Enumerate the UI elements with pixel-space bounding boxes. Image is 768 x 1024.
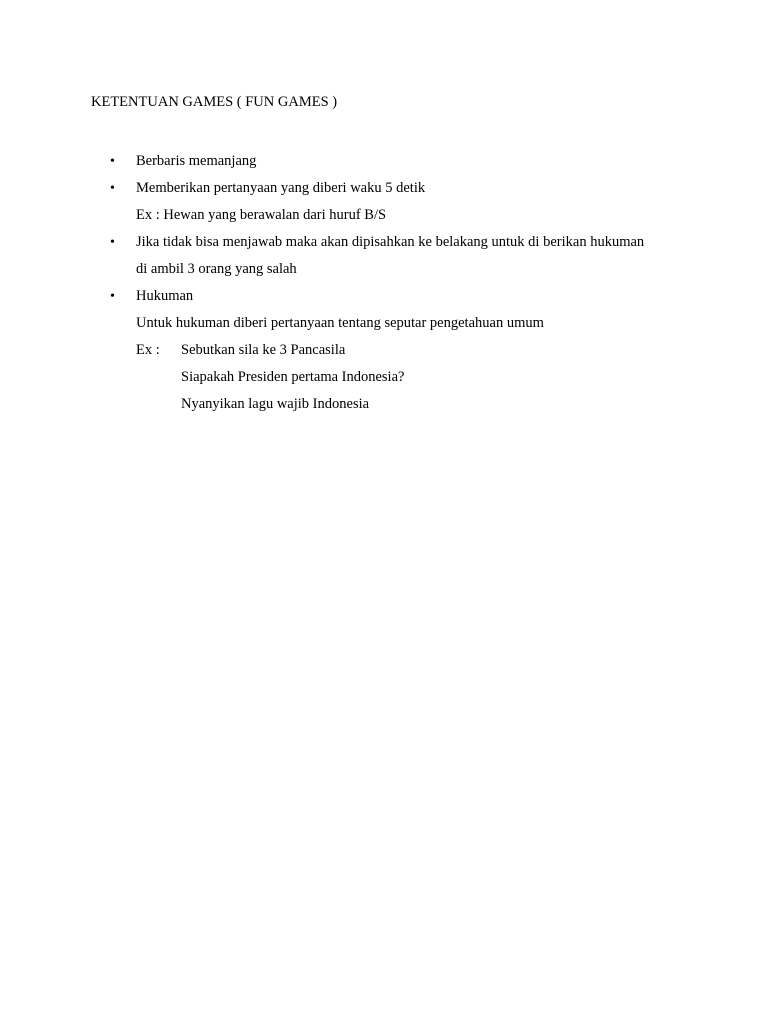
list-item-description: Untuk hukuman diberi pertanyaan tentang seputar pengetahuan umum xyxy=(136,315,544,331)
list-item-text: Memberikan pertanyaan yang diberi waku 5 detik xyxy=(136,180,426,196)
list-item-text: Jika tidak bisa menjawab maka akan dipisahkan ke belakang untuk di berikan hukuman xyxy=(136,234,645,250)
document-title: KETENTUAN GAMES ( FUN GAMES ) xyxy=(91,94,338,110)
list-item xyxy=(91,283,711,418)
list-item-text: Hukuman xyxy=(136,288,194,304)
list-item xyxy=(91,175,711,229)
example-entry: Siapakah Presiden pertama Indonesia? xyxy=(181,369,405,385)
list-item xyxy=(91,229,711,283)
bullet-icon: • xyxy=(110,289,115,304)
example-label: Ex : xyxy=(136,342,160,358)
example-entry: Nyanyikan lagu wajib Indonesia xyxy=(181,396,370,412)
list-item xyxy=(91,148,711,175)
bullet-icon: • xyxy=(110,235,115,250)
bullet-icon: • xyxy=(110,181,115,196)
rules-list xyxy=(91,148,711,418)
list-item-example: Ex : Hewan yang berawalan dari huruf B/S xyxy=(136,207,387,223)
bullet-icon: • xyxy=(110,154,115,169)
list-item-text-continued: di ambil 3 orang yang salah xyxy=(136,261,297,277)
example-row xyxy=(136,337,711,364)
example-entry: Sebutkan sila ke 3 Pancasila xyxy=(181,342,346,358)
list-item-text: Berbaris memanjang xyxy=(136,153,257,169)
